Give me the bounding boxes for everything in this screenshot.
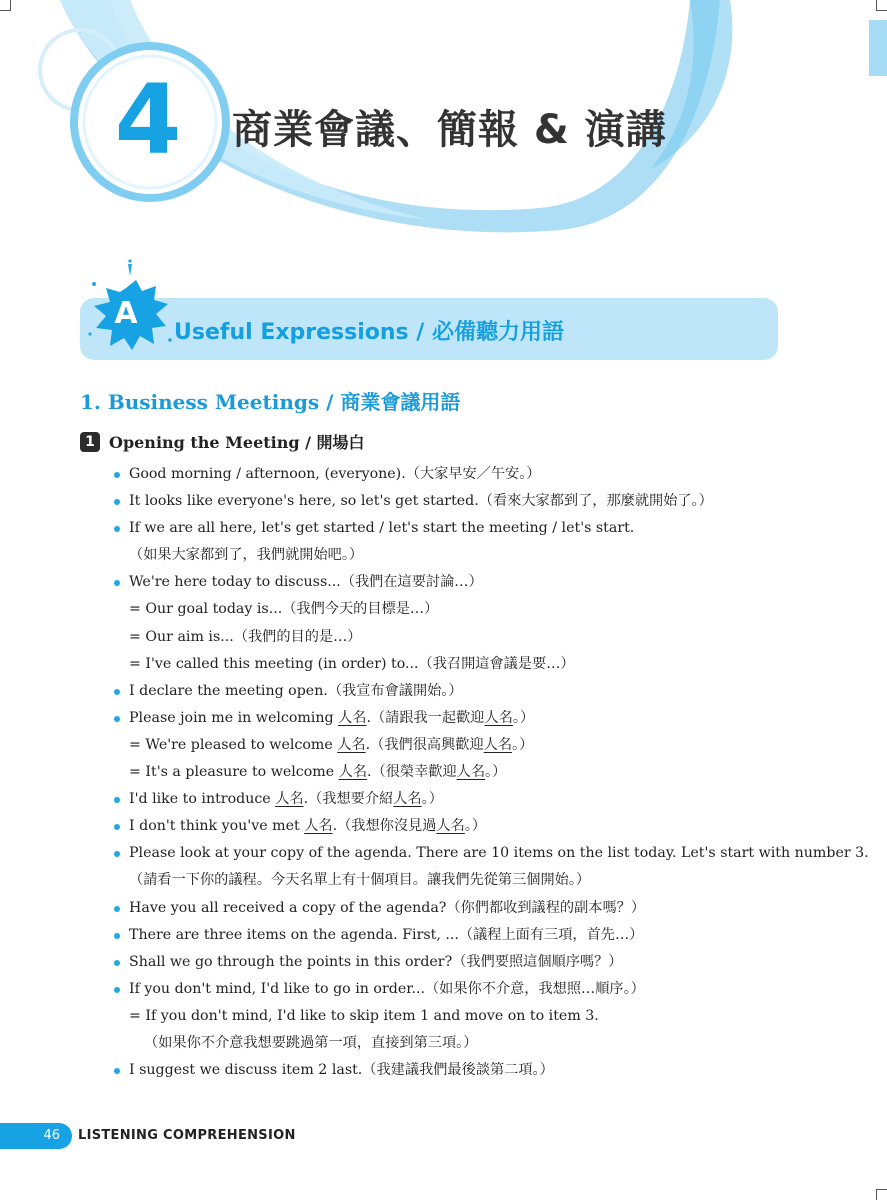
- line-text: 。）: [512, 736, 534, 753]
- list-item: [0, 705, 887, 732]
- line-text: I suggest we discuss item 2 last.（我建議我們最後談第二項。）: [129, 1062, 554, 1079]
- placeholder-name: 人名: [456, 764, 486, 781]
- list-item-continuation: [0, 759, 887, 786]
- list-item-continuation: [0, 867, 887, 894]
- line-text: Have you all received a copy of the agenda?（你們都收到議程的副本嗎？）: [129, 899, 646, 916]
- line-text: Please look at your copy of the agenda. There are 10 items on the list today. Let's start with number 3.: [129, 845, 869, 862]
- list-item-continuation: [0, 1030, 887, 1057]
- page-number: 46: [43, 1128, 60, 1143]
- line-text: Good morning / afternoon, (everyone).（大家早安／午安。）: [129, 466, 541, 482]
- line-text: = Our aim is...（我們的目的是…）: [129, 628, 362, 645]
- line-text: I'd like to introduce: [129, 791, 276, 808]
- line-text: Shall we go through the points in this order?（我們要照這個順序嗎？）: [129, 953, 623, 970]
- list-item: [0, 895, 887, 922]
- line-text: I declare the meeting open.（我宣布會議開始。）: [129, 682, 463, 699]
- list-item: [0, 488, 887, 515]
- line-text: It looks like everyone's here, so let's get started.（看來大家都到了，那麼就開始了。）: [129, 493, 713, 510]
- list-item-continuation: [0, 1003, 887, 1030]
- line-text: If we are all here, let's get started / let's start the meeting / let's start.: [129, 520, 635, 537]
- line-text: I don't think you've met: [129, 818, 305, 835]
- line-text: .（我們很高興歡迎: [365, 736, 484, 753]
- chapter-title: 商業會議、簡報 & 演講: [232, 107, 667, 153]
- list-item: [0, 678, 887, 705]
- line-text: .（我想要介紹: [303, 791, 394, 808]
- placeholder-name: 人名: [483, 736, 513, 753]
- placeholder-name: 人名: [393, 791, 422, 808]
- line-text: 。）: [464, 818, 487, 835]
- subheading: [80, 430, 365, 453]
- list-item: [0, 786, 887, 813]
- list-item: [0, 813, 887, 840]
- expression-list: [0, 461, 887, 1084]
- line-text: .（請跟我一起歡迎: [366, 709, 485, 726]
- placeholder-name: 人名: [484, 709, 513, 726]
- line-text: = I've called this meeting (in order) to...（我召開這會議是要…）: [129, 655, 575, 672]
- list-item: [0, 949, 887, 976]
- line-text: If you don't mind, I'd like to go in order...（如果你不介意，我想照…順序。）: [129, 980, 645, 997]
- placeholder-name: 人名: [304, 818, 333, 835]
- line-text: = If you don't mind, I'd like to skip item 1 and move on to item 3.: [129, 1007, 599, 1024]
- list-item: [0, 922, 887, 949]
- list-item: [0, 840, 887, 867]
- line-text: .（我想你沒見過: [332, 818, 437, 835]
- list-item-continuation: [0, 732, 887, 759]
- list-item-continuation: [0, 542, 887, 569]
- chapter-number: 4: [114, 64, 182, 176]
- line-text: We're here today to discuss...（我們在這要討論…）: [129, 574, 483, 591]
- line-text: = Our goal today is...（我們今天的目標是…）: [129, 601, 439, 618]
- placeholder-name: 人名: [275, 791, 304, 808]
- line-text: 。）: [421, 791, 443, 808]
- crop-mark: [876, 0, 887, 11]
- crop-mark: [876, 1189, 887, 1200]
- line-text: Please join me in welcoming: [129, 709, 339, 726]
- list-item: [0, 1057, 887, 1084]
- list-item-continuation: [0, 651, 887, 678]
- list-item: [0, 976, 887, 1003]
- section-heading: 1. Business Meetings / 商業會議用語: [80, 390, 461, 414]
- section-title: Useful Expressions / 必備聽力用語: [174, 320, 565, 345]
- subheading-title: Opening the Meeting / 開場白: [109, 433, 365, 452]
- subheading-number-badge: 1: [80, 432, 100, 452]
- crop-mark: [0, 0, 11, 11]
- line-text: （如果你不介意我想要跳過第一項，直接到第三項。）: [144, 1034, 478, 1051]
- placeholder-name: 人名: [337, 736, 366, 753]
- line-text: There are three items on the agenda. First, ...（議程上面有三項，首先…）: [129, 926, 644, 943]
- line-text: .（很榮幸歡迎: [367, 764, 457, 781]
- line-text: = It's a pleasure to welcome: [129, 764, 339, 781]
- list-item: [0, 515, 887, 542]
- section-letter: A: [114, 296, 138, 331]
- list-item: [0, 461, 887, 488]
- line-text: = We're pleased to welcome: [129, 736, 338, 753]
- list-item-continuation: [0, 596, 887, 623]
- placeholder-name: 人名: [436, 818, 465, 835]
- line-text: （請看一下你的議程。今天名單上有十個項目。讓我們先從第三個開始。）: [129, 872, 591, 889]
- list-item-continuation: [0, 624, 887, 651]
- list-item: [0, 569, 887, 596]
- running-footer-title: LISTENING COMPREHENSION: [78, 1128, 296, 1143]
- line-text: 。）: [512, 709, 535, 726]
- line-text: （如果大家都到了，我們就開始吧。）: [129, 547, 364, 564]
- placeholder-name: 人名: [338, 709, 367, 726]
- line-text: 。）: [485, 764, 507, 781]
- placeholder-name: 人名: [338, 764, 368, 781]
- edge-tab: [869, 20, 887, 76]
